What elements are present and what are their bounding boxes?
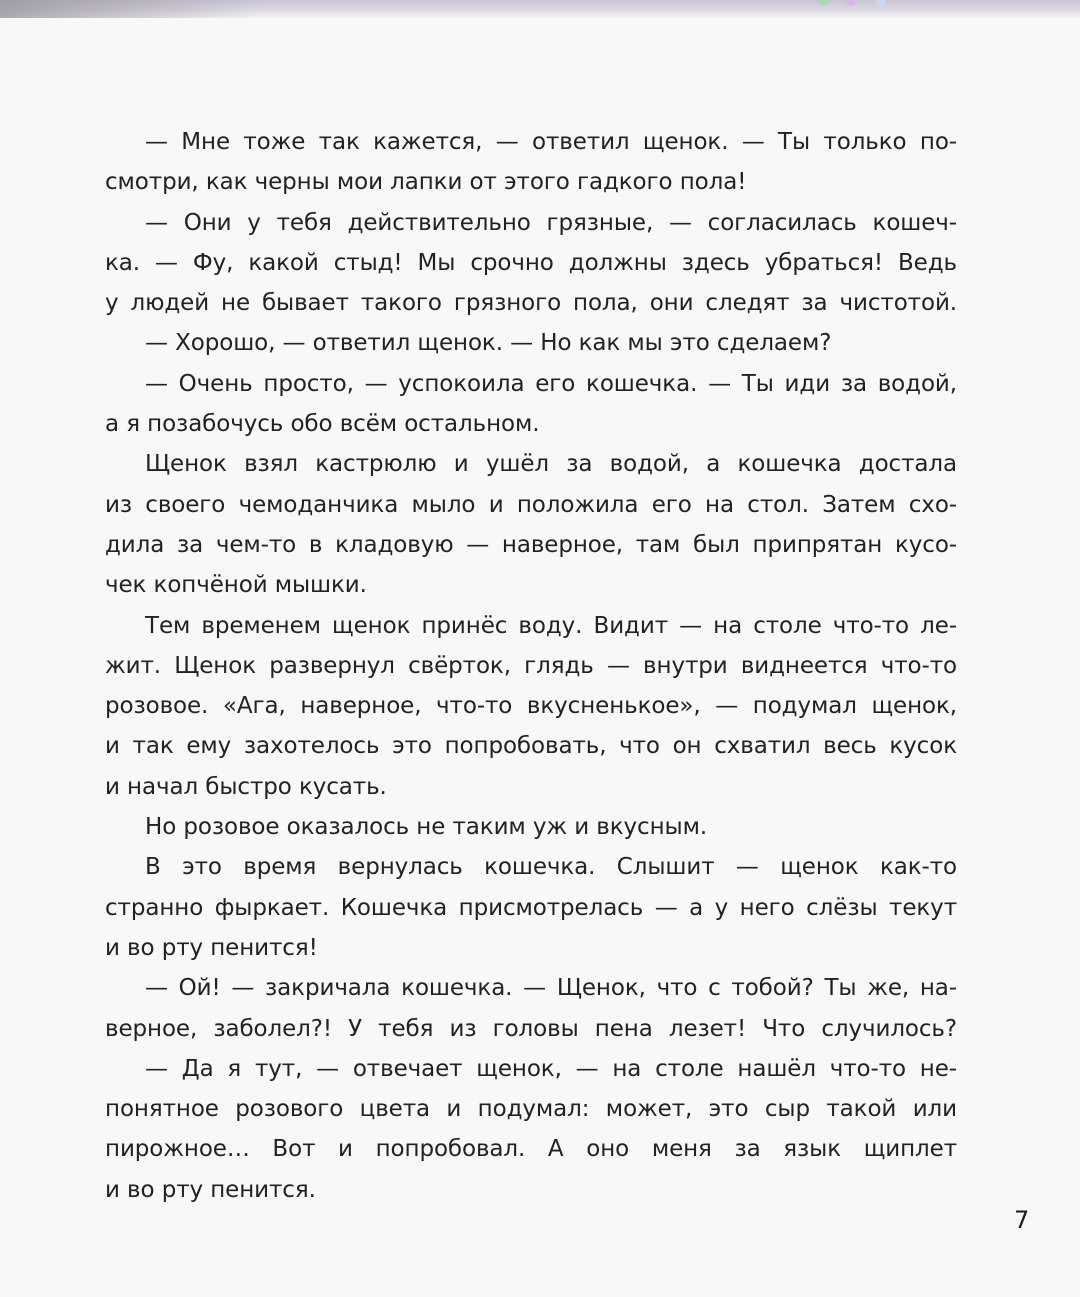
text-line: понятное розового цвета и подумал: может, это сыр такой или [105,1096,957,1123]
text-line: странно фыркает. Кошечка присмотрелась — а у него слёзы текут [105,894,957,921]
edge-color-mark [818,0,828,6]
text-line: — Ой! — закричала кошечка. — Щенок, что с тобой? Ты же, на- [145,975,957,1002]
story-text [105,122,957,1210]
page-edge-shadow [0,0,260,18]
text-line: из своего чемоданчика мыло и положила его на стол. Затем схо- [105,491,957,518]
text-line: пирожное… Вот и попробовал. А оно меня за язык щиплет [105,1136,957,1163]
text-line: и во рту пенится. [105,1176,316,1203]
text-line: и начал быстро кусать. [105,773,387,800]
text-line: — Мне тоже так кажется, — ответил щенок. — Ты только по- [145,129,957,155]
text-line: и во рту пенится! [105,934,318,961]
text-line: у людей не бывает такого грязного пола, они следят за чистотой. [105,290,957,317]
edge-color-mark [876,0,886,6]
text-line: а я позабочусь обо всём остальном. [105,411,540,438]
text-line: Но розовое оказалось не таким уж и вкусным. [145,814,708,841]
text-line: — Они у тебя действительно грязные, — согласилась кошеч- [145,209,957,236]
text-line: В это время вернулась кошечка. Слышит — щенок как-то [145,854,957,881]
text-line: и так ему захотелось это попробовать, что он схватил весь кусок [105,733,957,760]
text-line: Щенок взял кастрюлю и ушёл за водой, а кошечка достала [145,451,957,478]
text-line: чек копчёной мышки. [105,572,367,599]
text-line: верное, заболел?! У тебя из головы пена лезет! Что случилось? [105,1015,957,1042]
text-line: — Да я тут, — отвечает щенок, — на столе нашёл что-то не- [145,1055,957,1082]
text-line: Тем временем щенок принёс воду. Видит — на столе что-то ле- [145,612,957,639]
page-top-edge [0,0,1080,18]
text-line: жит. Щенок развернул свёрток, глядь — внутри виднеется что-то [105,652,957,679]
edge-color-mark [846,0,856,6]
page-number: 7 [1014,1206,1030,1234]
text-line: — Хорошо, — ответил щенок. — Но как мы это сделаем? [145,330,832,357]
text-line: смотри, как черны мои лапки от этого гадкого пола! [105,169,747,196]
text-line: ка. — Фу, какой стыд! Мы срочно должны здесь убраться! Ведь [105,249,957,276]
text-line: дила за чем-то в кладовую — наверное, там был припрятан кусо- [105,531,957,558]
text-line: розовое. «Ага, наверное, что-то вкусненькое», — подумал щенок, [105,693,957,720]
text-line: — Очень просто, — успокоила его кошечка. — Ты иди за водой, [145,370,957,397]
